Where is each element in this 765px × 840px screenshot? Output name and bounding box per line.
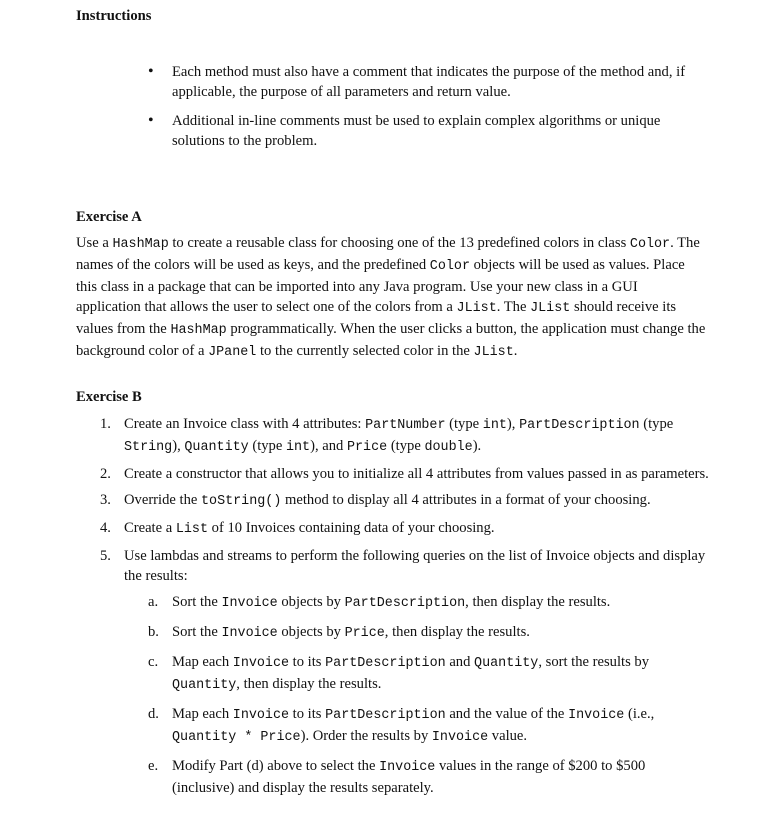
item-number: 1. xyxy=(100,416,111,432)
code-term: PartDescription xyxy=(325,656,446,671)
sub-item-letter: c. xyxy=(148,654,159,670)
code-term: PartNumber xyxy=(365,418,446,433)
sub-item xyxy=(148,622,710,644)
text-run: objects will be used as values. Place this class in a package that can be imported into any Java program. Use your new class in a GUI application that allows the user to select one of the colors from a xyxy=(76,257,685,315)
text-run: ), and xyxy=(310,438,347,454)
item-text xyxy=(124,466,709,482)
code-term: Quantity * Price xyxy=(172,730,301,745)
code-term: double xyxy=(424,440,473,455)
sub-item-letter: e. xyxy=(148,758,159,774)
item-text xyxy=(124,520,495,536)
text-run: Use a xyxy=(76,235,113,251)
text-run: objects by xyxy=(277,594,345,610)
text-run: (type xyxy=(248,438,286,454)
code-term: Invoice xyxy=(221,596,278,611)
code-term: JList xyxy=(530,301,571,316)
item-number: 4. xyxy=(100,520,111,536)
text-run: (type xyxy=(639,416,674,432)
text-run: and the value of the xyxy=(445,706,569,722)
text-run: Map each xyxy=(172,706,233,722)
sub-item xyxy=(148,652,710,696)
sub-item xyxy=(148,756,710,798)
exercise-b-item xyxy=(100,518,710,540)
code-term: HashMap xyxy=(112,237,169,252)
item-number: 5. xyxy=(100,548,111,564)
text-run: (i.e., xyxy=(624,706,655,722)
code-term: PartDescription xyxy=(325,708,446,723)
code-term: toString() xyxy=(201,494,282,509)
instructions-bullet-item: • Additional in-line comments must be used to explain complex algorithms or unique solutions to the problem. xyxy=(148,111,708,151)
code-term: Quantity xyxy=(172,678,237,693)
code-term: Invoice xyxy=(431,730,489,745)
exercise-b-numbered-list xyxy=(100,414,710,806)
item-text xyxy=(124,416,673,454)
code-term: Invoice xyxy=(232,708,290,723)
text-run: ), xyxy=(172,438,185,454)
code-term: JPanel xyxy=(208,345,257,360)
sub-item-letter: d. xyxy=(148,706,159,722)
sub-item-letter: a. xyxy=(148,594,159,610)
instructions-bullet-list xyxy=(148,62,708,160)
code-term: Invoice xyxy=(379,760,436,775)
text-run: (type xyxy=(387,438,425,454)
code-term: Invoice xyxy=(221,626,278,641)
instructions-heading: Instructions xyxy=(76,8,152,24)
text-run: to the currently selected color in the xyxy=(256,343,474,359)
text-run: should receive its values from the xyxy=(76,299,677,337)
text-run: . xyxy=(513,343,518,359)
text-run: of 10 Invoices containing data of your choosing. xyxy=(208,520,495,536)
text-run: ). Order the results by xyxy=(300,728,432,744)
code-term: Color xyxy=(629,237,671,252)
text-run: method to display all 4 attributes in a format of your choosing. xyxy=(281,492,651,508)
exercise-a-heading: Exercise A xyxy=(76,209,142,225)
text-run: ). xyxy=(472,438,482,454)
code-term: Price xyxy=(346,440,388,455)
text-run: objects by xyxy=(277,624,345,640)
sub-item-text xyxy=(172,758,645,796)
exercise-b-item xyxy=(100,490,710,512)
text-run: Create a constructor that allows you to initialize all 4 attributes from values passed in as parameters. xyxy=(124,466,709,482)
code-term: Invoice xyxy=(232,656,290,671)
text-run: , sort the results by xyxy=(538,654,650,670)
exercise-b-item xyxy=(100,464,710,484)
sub-item-text xyxy=(172,706,654,744)
text-run: and xyxy=(445,654,475,670)
code-term: Color xyxy=(429,259,470,274)
exercise-a-paragraph xyxy=(76,233,706,363)
text-run: . The names of the colors will be used as keys, and the predefined xyxy=(76,235,700,273)
text-run: Modify Part (d) above to select the xyxy=(172,758,380,774)
text-run: value. xyxy=(488,728,528,744)
code-term: PartDescription xyxy=(519,418,640,433)
code-term: int xyxy=(285,440,311,455)
code-term: JList xyxy=(473,345,514,360)
exercise-b-item xyxy=(100,414,710,458)
text-run: ), xyxy=(506,416,520,432)
item-number: 3. xyxy=(100,492,111,508)
code-term: Price xyxy=(344,626,385,641)
code-term: HashMap xyxy=(170,323,227,338)
item-text xyxy=(124,548,705,584)
text-run: , then display the results. xyxy=(384,624,530,640)
sub-item-letter: b. xyxy=(148,624,159,640)
text-run: Create a xyxy=(124,520,176,536)
text-run: values in the range of $200 to $500 (inclusive) and display the results separately. xyxy=(172,758,646,796)
sub-item-text xyxy=(172,654,649,692)
code-term: String xyxy=(124,440,173,455)
text-run: Use lambdas and streams to perform the following queries on the list of Invoice objects and display the results: xyxy=(124,548,706,584)
code-term: int xyxy=(482,418,507,433)
sub-item-text xyxy=(172,594,610,610)
code-term: Invoice xyxy=(568,708,625,723)
item-text xyxy=(124,492,651,508)
sub-item-text xyxy=(172,624,530,640)
text-run: to its xyxy=(289,706,326,722)
sub-item xyxy=(148,592,710,614)
sub-item xyxy=(148,704,710,748)
exercise-b-heading: Exercise B xyxy=(76,389,142,405)
text-run: , then display the results. xyxy=(236,676,382,692)
text-run: to its xyxy=(289,654,326,670)
text-run: Sort the xyxy=(172,594,222,610)
text-run: to create a reusable class for choosing one of the 13 predefined colors in class xyxy=(168,235,630,251)
item-number: 2. xyxy=(100,466,111,482)
text-run: Map each xyxy=(172,654,233,670)
text-run: . The xyxy=(496,299,531,315)
instructions-bullet-item: • Each method must also have a comment that indicates the purpose of the method and, if applicable, the purpose of all parameters and return value. xyxy=(148,62,708,102)
code-term: Quantity xyxy=(184,440,249,455)
code-term: Quantity xyxy=(474,656,539,671)
text-run: Sort the xyxy=(172,624,222,640)
exercise-b-item xyxy=(100,546,710,798)
text-run: (type xyxy=(445,416,483,432)
text-run: programmatically. When the user clicks a button, the application must change the background color of a xyxy=(76,321,706,359)
code-term: PartDescription xyxy=(344,596,466,611)
text-run: Create an Invoice class with 4 attributes: xyxy=(124,416,366,432)
sub-item-list xyxy=(148,592,710,798)
text-run: , then display the results. xyxy=(465,594,611,610)
text-run: Override the xyxy=(124,492,201,508)
code-term: JList xyxy=(456,301,497,316)
code-term: List xyxy=(175,522,209,537)
